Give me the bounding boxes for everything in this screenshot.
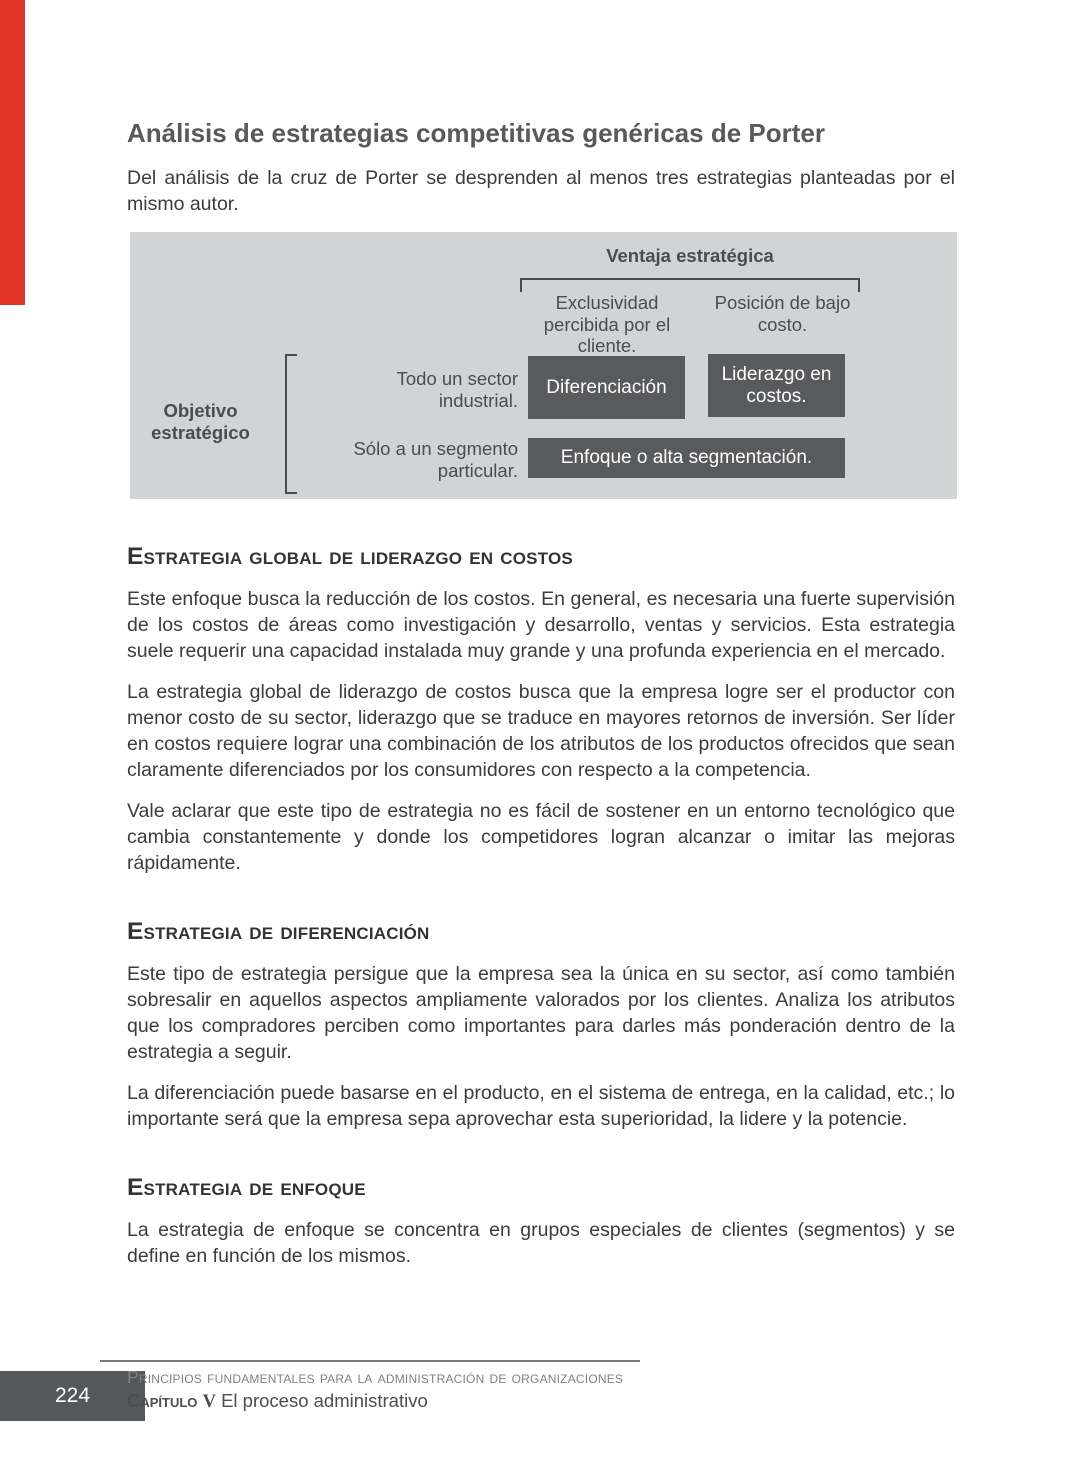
top-bracket-line [520, 278, 860, 292]
footer-chapter-label: Capítulo [127, 1390, 198, 1411]
diagram-left-axis-label: Objetivo estratégico [151, 400, 250, 443]
diagram-column1-header: Exclusividad percibida por el cliente. [543, 292, 671, 356]
footer-chapter-number: V [202, 1392, 216, 1412]
diagram-top-axis-label: Ventaja estratégica [606, 245, 774, 266]
section-heading: Estrategia de diferenciación [127, 918, 430, 945]
cell-diferenciacion: Diferenciación [528, 356, 685, 419]
page-number: 224 [54, 1384, 91, 1407]
cell-liderazgo-en-costos: Liderazgo en costos. [708, 354, 845, 417]
section-enfoque [127, 1174, 955, 1269]
footer-chapter-title: El proceso administrativo [221, 1390, 428, 1411]
footer-divider-line [100, 1360, 640, 1362]
left-bracket-line [285, 354, 297, 494]
section-heading: Estrategia global de liderazgo en costos [127, 543, 573, 570]
porter-matrix-diagram [130, 232, 957, 499]
section-liderazgo-en-costos [127, 543, 955, 876]
section-paragraph: La estrategia de enfoque se concentra en grupos especiales de clientes (segmentos) y se define en función de los mismos. [127, 1219, 955, 1267]
diagram-column2-header: Posición de bajo costo. [714, 292, 851, 335]
intro-paragraph: Del análisis de la cruz de Porter se desprenden al menos tres estrategias planteadas por el mismo autor. [127, 167, 955, 215]
section-paragraph: La diferenciación puede basarse en el producto, en el sistema de entrega, en la calidad, etc.; lo importante será que la empresa sepa aprovechar esta superioridad, la lidere y la potencie. [127, 1082, 955, 1130]
page-content [127, 118, 955, 1284]
page-title: Análisis de estrategias competitivas genéricas de Porter [127, 118, 825, 148]
page-number-badge [0, 1371, 145, 1421]
diagram-row2-label: Sólo a un segmento particular. [353, 438, 518, 481]
section-paragraph: Vale aclarar que este tipo de estrategia no es fácil de sostener en un entorno tecnológico que cambia constantemente y donde los competidores logran alcanzar o imitar las mejoras rápidamente. [127, 800, 955, 874]
section-heading: Estrategia de enfoque [127, 1174, 366, 1201]
section-paragraph: Este enfoque busca la reducción de los costos. En general, es necesaria una fuerte supervisión de los costos de áreas como investigación y desarrollo, ventas y servicios. Esta estrategia suele requerir una capacidad instalada muy grande y una profunda experiencia en el mercado. [127, 588, 955, 662]
section-paragraph: Este tipo de estrategia persigue que la empresa sea la única en su sector, así como también sobresalir en aquellos aspectos ampliamente valorados por los clientes. Analiza los atributos que los compradores perciben como importantes para darles más ponderación dentro de la estrategia a seguir. [127, 963, 955, 1063]
footer-chapter-line [127, 1390, 747, 1413]
footer-book-title: Principios fundamentales para la administración de organizaciones [127, 1367, 624, 1387]
section-paragraph: La estrategia global de liderazgo de costos busca que la empresa logre ser el productor con menor costo de su sector, liderazgo que se traduce en mayores retornos de inversión. Ser líder en costos requiere lograr una combinación de los atributos de los productos ofrecidos que sean claramente diferenciados por los consumidores con respecto a la competencia. [127, 681, 955, 781]
red-corner-bar [0, 0, 25, 305]
footer [127, 1367, 747, 1413]
diagram-row1-label: Todo un sector industrial. [396, 368, 518, 411]
cell-enfoque-segmentacion: Enfoque o alta segmentación. [528, 438, 845, 478]
section-diferenciacion [127, 918, 955, 1132]
